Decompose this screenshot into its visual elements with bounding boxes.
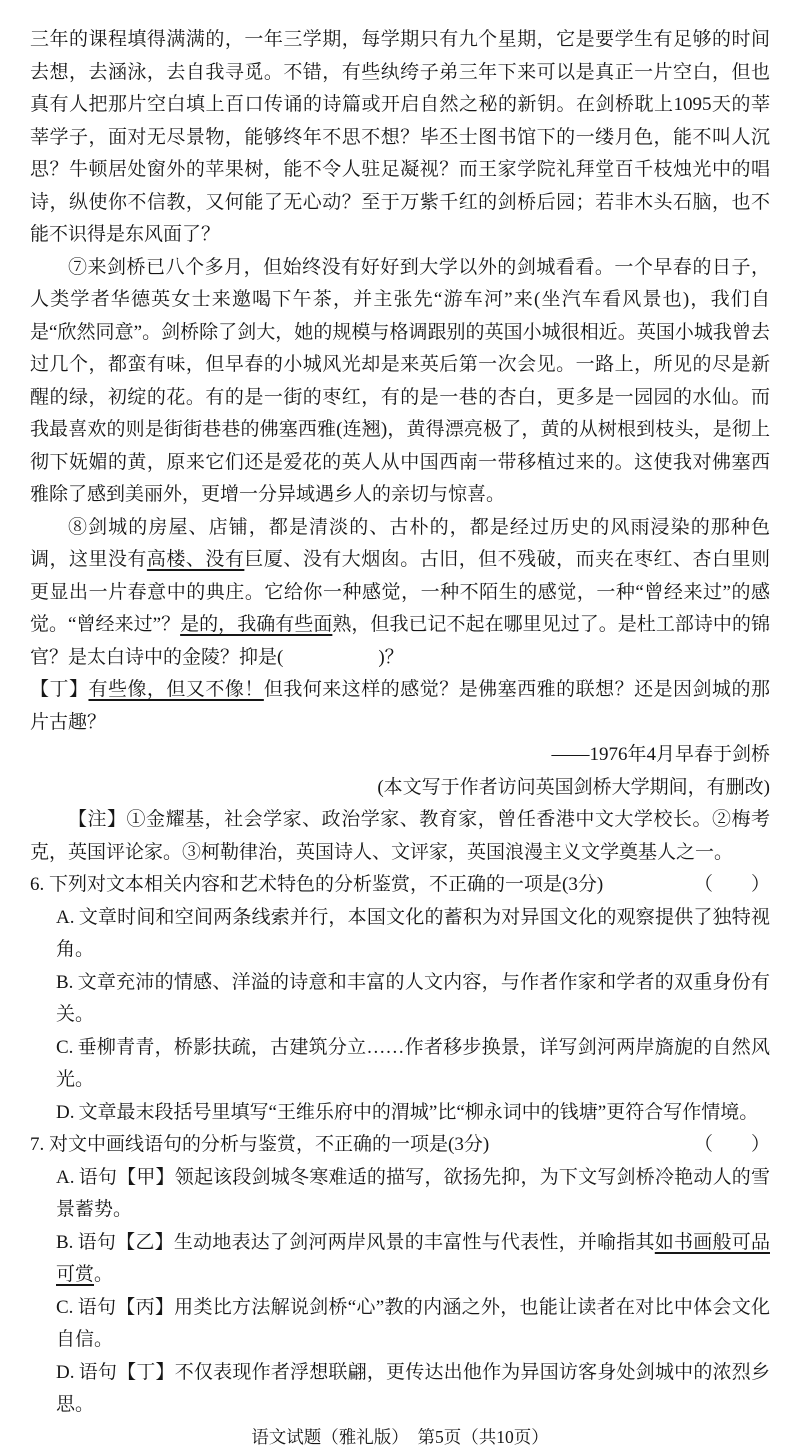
text-run: 熟，但我已记不起在哪里见过了。是杜工部诗中的锦官？是太白诗中的金陵？抑是( )？ bbox=[30, 614, 770, 668]
underlined-text: 是的，我确有些面 bbox=[180, 614, 333, 635]
underlined-text: 如书画般可品可赏 bbox=[56, 1231, 770, 1285]
question-stem: 7. 对文中画线语句的分析与鉴赏，不正确的一项是(3分) bbox=[30, 1134, 490, 1155]
question-option bbox=[30, 1227, 770, 1292]
question-option bbox=[30, 1357, 770, 1422]
text-run: 【丁】 bbox=[30, 679, 89, 700]
option-label: D. bbox=[56, 1361, 75, 1383]
text-run: 【注】①金耀基，社会学家、政治学家、教育家，曾任香港中文大学校长。②梅考克，英国评论家。③柯勒律治，英国诗人、文评家，英国浪漫主义文学奠基人之一。 bbox=[30, 809, 770, 863]
passage-paragraph bbox=[30, 739, 770, 772]
questions-section bbox=[30, 869, 770, 1422]
page-footer: 语文试题（雅礼版） 第5页（共10页） bbox=[251, 1426, 549, 1447]
text-run: ⑧剑城的房屋、店铺，都是清淡的、古朴的，都是经过历史的风雨浸染的那种色调，这里没有 bbox=[30, 516, 770, 570]
passage-paragraph bbox=[30, 512, 770, 675]
option-label: D. bbox=[56, 1101, 75, 1123]
question-stem: 6. 下列对文本相关内容和艺术特色的分析鉴赏，不正确的一项是(3分) bbox=[30, 874, 604, 895]
text-run: 语句【丁】不仅表现作者浮想联翩，更传达出他作为异国访客身处剑城中的浓烈乡思。 bbox=[56, 1361, 770, 1415]
question-option bbox=[30, 1097, 770, 1130]
text-run: 。 bbox=[94, 1264, 114, 1285]
question-option bbox=[30, 1032, 770, 1097]
answer-bracket: （ ） bbox=[693, 1134, 770, 1155]
passage-paragraph bbox=[30, 674, 770, 739]
question-stem-row bbox=[30, 869, 770, 902]
passage-paragraph bbox=[30, 772, 770, 805]
text-run: ——1976年4月早春于剑桥 bbox=[551, 744, 770, 765]
text-run: 语句【乙】生动地表达了剑河两岸风景的丰富性与代表性，并喻指其 bbox=[77, 1231, 655, 1253]
question-option bbox=[30, 1292, 770, 1357]
passage-paragraph bbox=[30, 24, 770, 252]
question-option bbox=[30, 1162, 770, 1227]
passage-paragraph bbox=[30, 804, 770, 869]
text-run: 巨厦、没有大烟囱。古旧，但不残破，而夹在枣红、杏白里则更显出一片春意中的典庄。它给你一种感觉，一种不陌生的感觉，一种“曾经来过”的感觉。“曾经来过”？ bbox=[30, 549, 770, 635]
text-run: 文章时间和空间两条线索并行，本国文化的蓄积为对异国文化的观察提供了独特视角。 bbox=[56, 906, 770, 960]
text-run: (本文写于作者访问英国剑桥大学期间，有删改) bbox=[377, 776, 770, 798]
underlined-text: 高楼、没有 bbox=[146, 549, 245, 570]
text-run: 文章充沛的情感、洋溢的诗意和丰富的人文内容，与作者作家和学者的双重身份有关。 bbox=[56, 971, 770, 1025]
option-label: B. bbox=[56, 1231, 74, 1253]
text-run: 垂柳青青，桥影扶疏，古建筑分立……作者移步换景，详写剑河两岸旖旎的自然风光。 bbox=[56, 1036, 770, 1090]
text-run: 语句【丙】用类比方法解说剑桥“心”教的内涵之外，也能让读者在对比中体会文化自信。 bbox=[56, 1296, 770, 1350]
question-option bbox=[30, 902, 770, 967]
option-label: A. bbox=[56, 1166, 75, 1188]
passage-text bbox=[30, 24, 770, 869]
passage-paragraph bbox=[30, 252, 770, 512]
option-label: C. bbox=[56, 1036, 74, 1058]
text-run: 文章最末段括号里填写“王维乐府中的渭城”比“柳永词中的钱塘”更符合写作情境。 bbox=[78, 1101, 759, 1123]
text-run: 但我何来这样的感觉？是佛塞西雅的联想？还是因剑城的那片古趣？ bbox=[30, 679, 770, 733]
option-label: A. bbox=[56, 906, 75, 928]
underlined-text: 有些像，但又不像！ bbox=[88, 679, 264, 700]
option-label: B. bbox=[56, 971, 74, 993]
text-run: 语句【甲】领起该段剑城冬寒难适的描写，欲扬先抑，为下文写剑桥冷艳动人的雪景蓄势。 bbox=[56, 1166, 770, 1220]
question-stem-row bbox=[30, 1129, 770, 1162]
text-run: ⑦来剑桥已八个多月，但始终没有好好到大学以外的剑城看看。一个早春的日子，人类学者华德英女士来邀喝下午茶，并主张先“游车河”来(坐汽车看风景也)，我们自是“欣然同意”。剑桥除了剑大，她的规模与格调跟别的英国小城很相近。英国小城我曾去过几个，都蛮有味，但早春的小城风光却是来英后第一次会见。一路上，所见的尽是新醒的绿，初绽的花。有的是一街的枣红，有的是一巷的杏白，更多是一园园的水仙。而我最喜欢的则是街街巷巷的佛塞西雅(连翘)，黄得漂亮极了，黄的从树根到枝头，是彻上彻下妩媚的黄，原来它们还是爱花的英人从中国西南一带移植过来的。这使我对佛塞西雅除了感到美丽外，更增一分异域遇乡人的亲切与惊喜。 bbox=[30, 256, 770, 505]
text-run: 三年的课程填得满满的，一年三学期，每学期只有九个星期，它是要学生有足够的时间去想，去涵泳，去自我寻觅。不错，有些纨绔子弟三年下来可以是真正一片空白，但也真有人把那片空白填上百口传诵的诗篇或开启自然之秘的新钥。在剑桥耽上1095天的莘莘学子，面对无尽景物，能够终年不思不想？毕丕士图书馆下的一缕月色，能不叫人沉思？牛顿居处窗外的苹果树，能不令人驻足凝视？而王家学院礼拜堂百千枝烛光中的唱诗，纵使你不信教，又何能了无心动？至于万紫千红的剑桥后园；若非木头石脑，也不能不识得是东风面了？ bbox=[30, 29, 770, 245]
answer-bracket: （ ） bbox=[693, 874, 770, 895]
question-block bbox=[30, 869, 770, 1129]
question-block bbox=[30, 1129, 770, 1422]
question-option bbox=[30, 967, 770, 1032]
option-label: C. bbox=[56, 1296, 74, 1318]
